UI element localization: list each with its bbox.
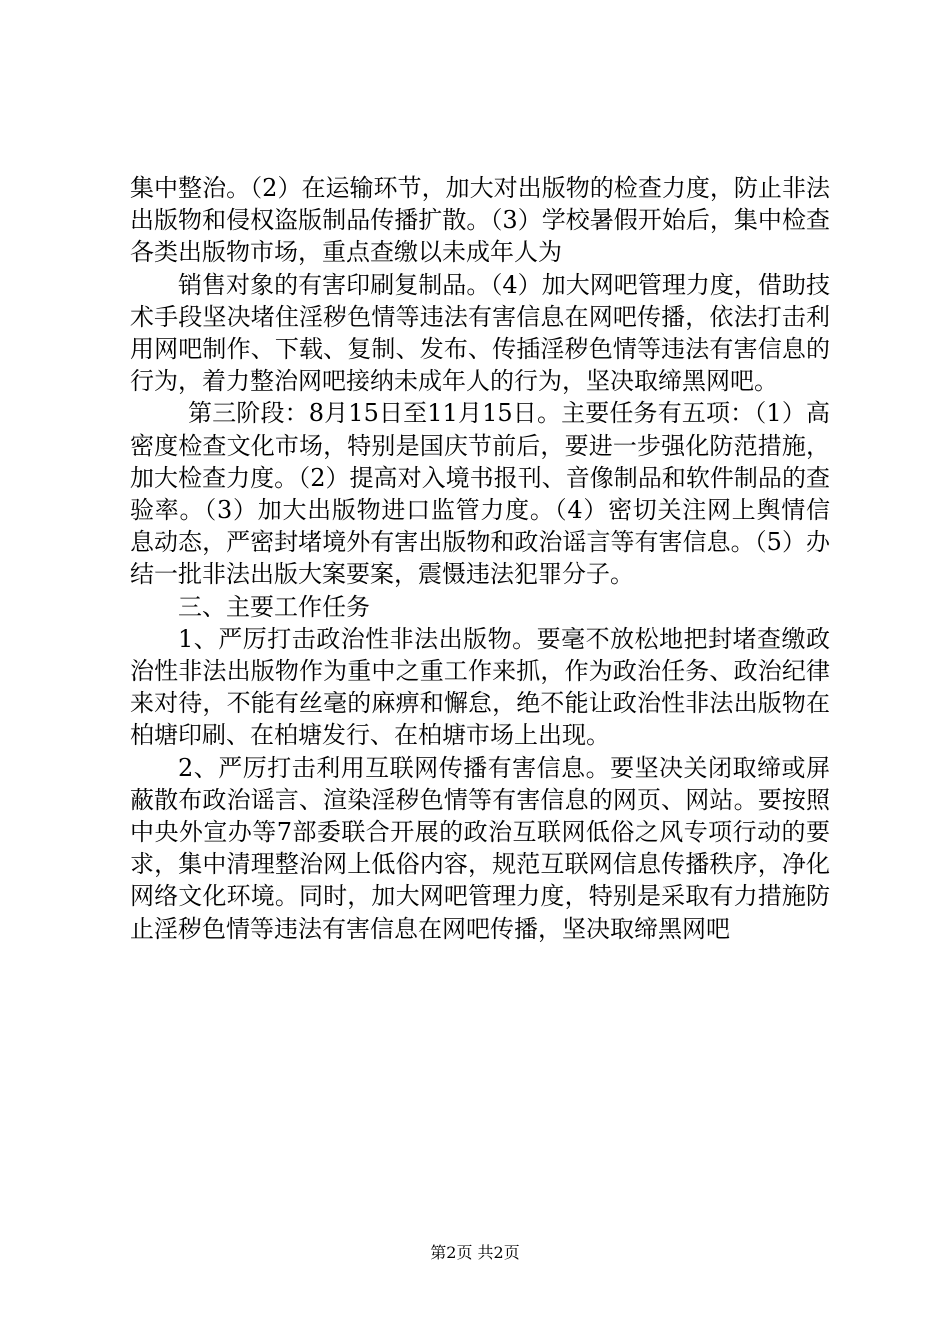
page-footer: 第2页 共2页 [430,1243,520,1262]
paragraph-task-two: 2、严厉打击利用互联网传播有害信息。要坚决关闭取缔或屏蔽散布政治谣言、渲染淫秽色情等有害信息的网页、网站。要按照中央外宣办等7部委联合开展的政治互联网低俗之风专项行动的要求，集中清理整治网上低俗内容，规范互联网信息传播秩序，净化网络文化环境。同时，加大网吧管理力度，特别是采取有力措施防止淫秽色情等违法有害信息在网吧传播，坚决取缔黑网吧 [130,753,830,943]
paragraph-stage-two-continued: 销售对象的有害印刷复制品。（4）加大网吧管理力度，借助技术手段坚决堵住淫秽色情等违法有害信息在网吧传播，依法打击利用网吧制作、下载、复制、发布、传插淫秽色情等违法有害信息的行为，着力整治网吧接纳未成年人的行为，坚决取缔黑网吧。 [130,270,830,396]
paragraph-stage-three: 第三阶段：8月15日至11月15日。主要任务有五项：（1）高密度检查文化市场，特别是国庆节前后，要进一步强化防范措施，加大检查力度。（2）提高对入境书报刊、音像制品和软件制品的查验率。（3）加大出版物进口监管力度。（4）密切关注网上舆情信息动态，严密封堵境外有害出版物和政治谣言等有害信息。（5）办结一批非法出版大案要案，震慑违法犯罪分子。 [130,399,830,589]
paragraph-continuation: 集中整治。（2）在运输环节，加大对出版物的检查力度，防止非法出版物和侵权盗版制品传播扩散。（3）学校暑假开始后，集中检查各类出版物市场，重点查缴以未成年人为 [130,174,830,267]
document-body [130,172,830,945]
section-heading: 三、主要工作任务 [178,592,370,621]
paragraph-task-one: 1、严厉打击政治性非法出版物。要毫不放松地把封堵查缴政治性非法出版物作为重中之重工作来抓，作为政治任务、政治纪律来对待，不能有丝毫的麻痹和懈怠，绝不能让政治性非法出版物在柏塘印刷、在柏塘发行、在柏塘市场上出现。 [130,624,830,750]
